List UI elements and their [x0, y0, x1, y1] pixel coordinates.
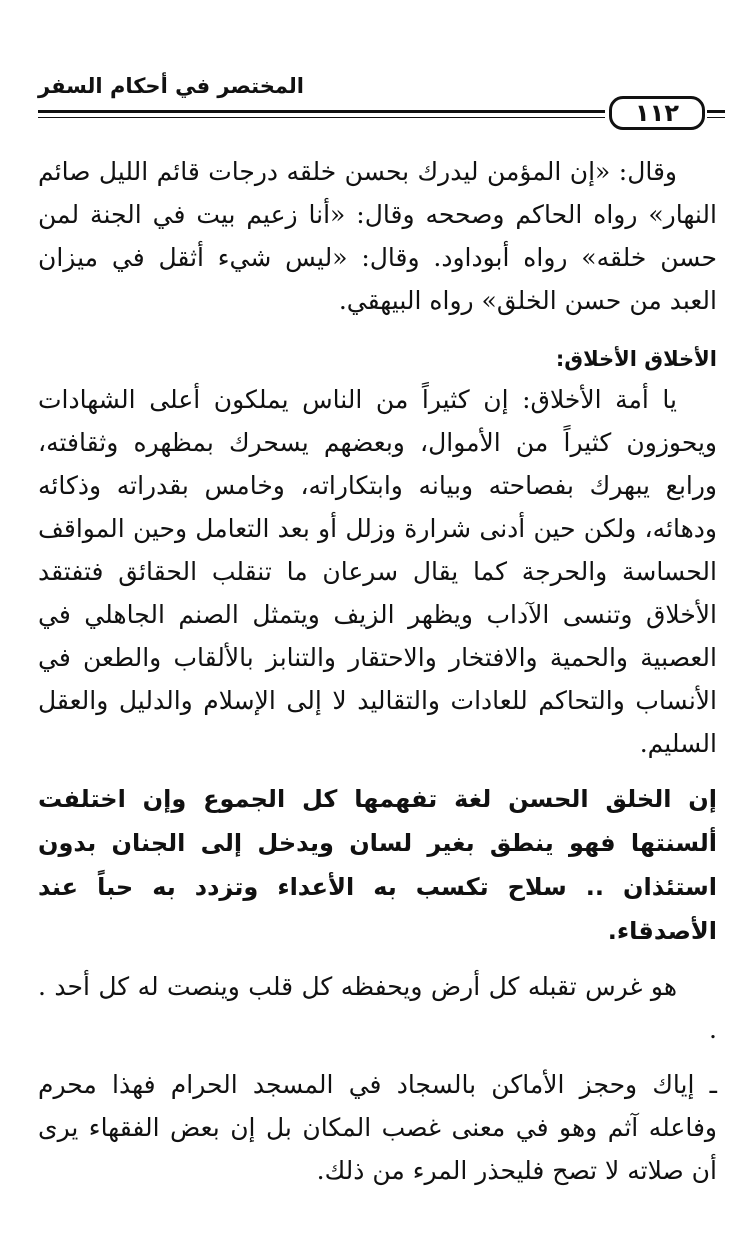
header-rule-thin [38, 117, 605, 118]
page-header [38, 62, 725, 132]
page-number: ١١٢ [609, 96, 705, 130]
paragraph-prayer-rugs: ـ إياك وحجز الأماكن بالسجاد في المسجد الحرام فهذا محرم وفاعله آثم وهو في معنى غصب المكان بل إن بعض الفقهاء يرى أن صلاته لا تصح فليحذر المرء من ذلك. [38, 1070, 717, 1185]
paragraph-bold-highlight: إن الخلق الحسن لغة تفهمها كل الجموع وإن اختلفت ألسنتها فهو ينطق بغير لسان ويدخل إلى الجنان بدون استئذان .. سلاح تكسب به الأعداء وتزدد به حباً عند الأصدقاء. [38, 785, 717, 945]
header-rule-thick-right [707, 110, 725, 113]
running-title: المختصر في أحكام السفر [38, 74, 305, 98]
section-heading: الأخلاق الأخلاق: [555, 347, 717, 371]
paragraph-ethics: يا أمة الأخلاق: إن كثيراً من الناس يملكون أعلى الشهادات ويحوزون كثيراً من الأموال، وبعضهم يسحرك بمظهره وثقافته، ورابع يبهرك بفصاحته وبيانه وابتكاراته، وخامس بقدراته وذكائه ودهائه، ولكن حين أدنى شرارة وزلل أو بعد التعامل وحين المواقف الحساسة والحرجة كما يقال سرعان ما تنقلب الحقائق فتفتقد الأخلاق وتنسى الآداب ويظهر الزيف ويتمثل الصنم الجاهلي في العصبية والحمية والافتخار والاحتقار والتنابز بالألقاب والطعن في الأنساب والتحاكم للعادات والتقاليد لا إلى الإسلام والدليل والعقل السليم. [38, 385, 717, 758]
page-body [38, 150, 717, 1192]
paragraph-planting: هو غرس تقبله كل أرض ويحفظه كل قلب وينصت له كل أحد . . [38, 972, 717, 1044]
header-rule-thick [38, 110, 605, 113]
header-rule-thin-right [707, 117, 725, 118]
paragraph-hadith: وقال: «إن المؤمن ليدرك بحسن خلقه درجات قائم الليل صائم النهار» رواه الحاكم وصححه وقال: «أنا زعيم بيت في الجنة لمن حسن خلقه» رواه أبوداود. وقال: «ليس شيء أثقل في ميزان العبد من حسن الخلق» رواه البيهقي. [38, 157, 717, 315]
